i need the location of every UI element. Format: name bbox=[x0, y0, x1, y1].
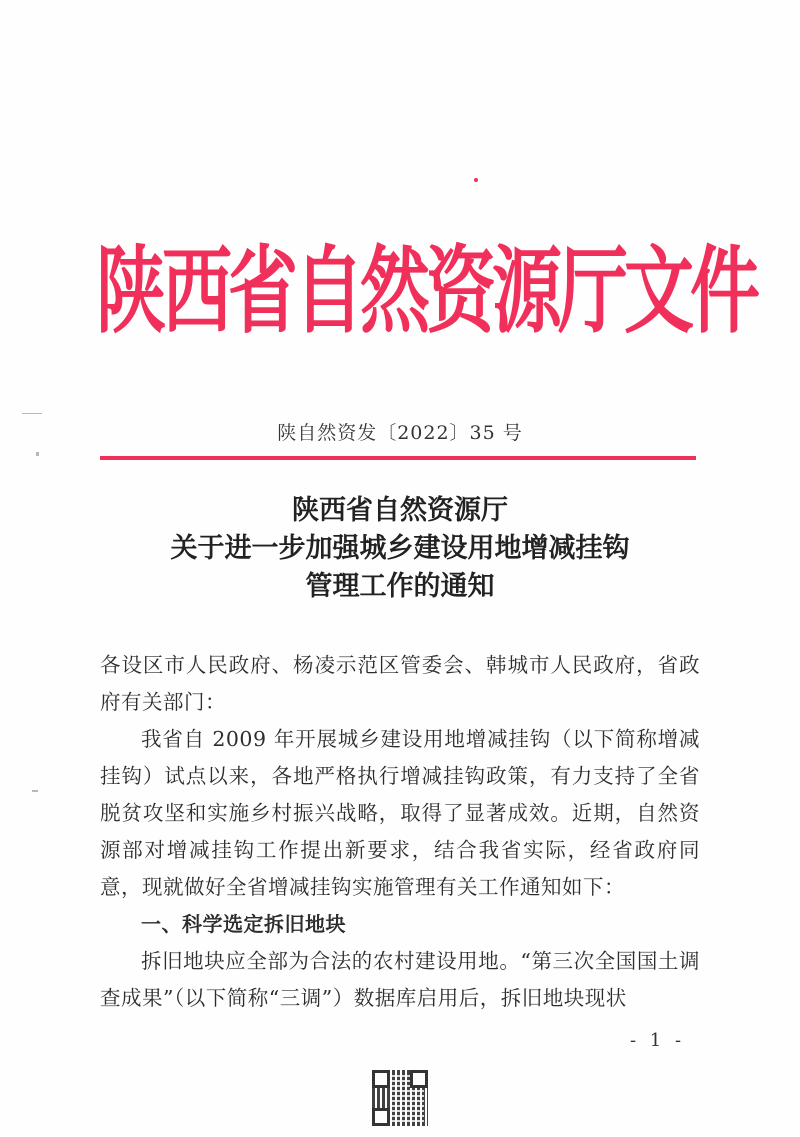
header-char: 然 bbox=[360, 234, 430, 347]
document-number: 陕自然资发〔2022〕35 号 bbox=[277, 422, 523, 444]
header-char: 文 bbox=[624, 234, 694, 347]
red-header-title bbox=[96, 217, 760, 366]
page-number: - 1 - bbox=[630, 1030, 686, 1051]
header-char: 西 bbox=[162, 234, 232, 347]
paragraph-intro: 我省自 2009 年开展城乡建设用地增减挂钩（以下简称增减挂钩）试点以来，各地严格执行增减挂钩政策，有力支持了全省脱贫攻坚和实施乡村振兴战略，取得了显著成效。近期，自然资源部对增减挂钩工作提出新要求，结合我省实际，经省政府同意，现就做好全省增减挂钩实施管理有关工作通知如下： bbox=[100, 727, 700, 899]
qr-code-icon bbox=[372, 1070, 428, 1126]
section-heading: 一、科学选定拆旧地块 bbox=[141, 912, 346, 936]
header-char: 陕 bbox=[96, 234, 166, 347]
header-char: 源 bbox=[492, 234, 562, 347]
header-char: 自 bbox=[294, 234, 364, 347]
margin-scan-mark bbox=[32, 790, 38, 792]
title-line: 管理工作的通知 bbox=[305, 571, 495, 602]
header-char: 省 bbox=[228, 234, 298, 347]
header-char: 厅 bbox=[558, 234, 628, 347]
header-char: 件 bbox=[690, 234, 760, 347]
notice-title bbox=[0, 492, 800, 606]
header-char: 资 bbox=[426, 234, 496, 347]
margin-scan-mark bbox=[36, 452, 39, 456]
title-line: 陕西省自然资源厅 bbox=[292, 495, 508, 526]
margin-scan-mark bbox=[22, 413, 42, 414]
body-text bbox=[100, 647, 700, 1017]
addressee: 各设区市人民政府、杨凌示范区管委会、韩城市人民政府，省政府有关部门： bbox=[100, 653, 700, 714]
qr-finder-pattern bbox=[410, 1070, 428, 1088]
paragraph-section-1: 拆旧地块应全部为合法的农村建设用地。“第三次全国国土调查成果”（以下简称“三调”）数据库启用后，拆旧地块现状 bbox=[100, 949, 700, 1010]
red-divider-line bbox=[100, 456, 696, 460]
red-dot-mark bbox=[474, 178, 478, 182]
title-line: 关于进一步加强城乡建设用地增减挂钩 bbox=[170, 533, 630, 564]
